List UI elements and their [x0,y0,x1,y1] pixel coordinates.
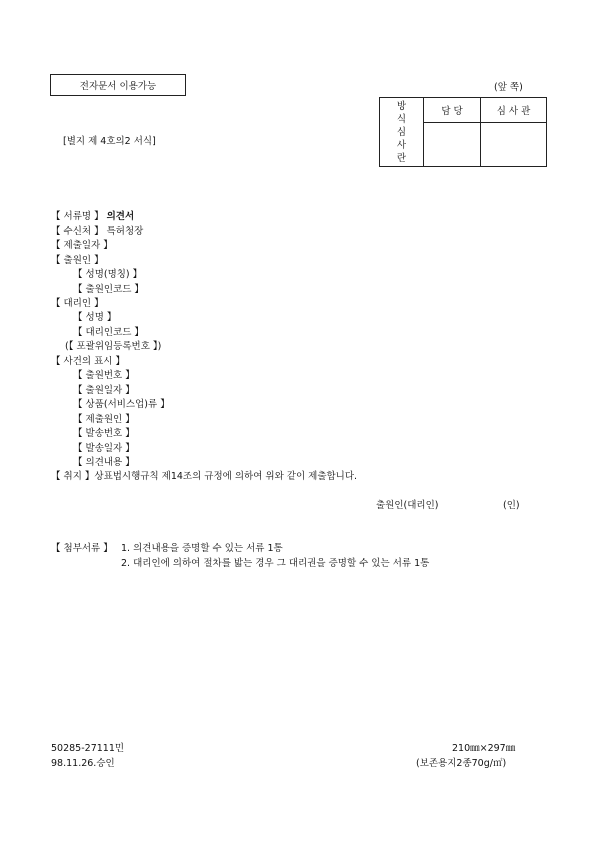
case-send-no-line: 【 발송번호 】 [73,428,135,439]
footer-paper-size: 210㎜×297㎜ [452,743,516,754]
agent-code-line: 【 대리인코드 】 [73,327,144,338]
recipient-line: 【 수신처 】 특허청장 [51,226,144,237]
attachments-label: 【 첨부서류 】 [51,543,113,554]
case-app-date-line: 【 출원일자 】 [73,385,135,396]
electronic-document-box: 전자문서 이용가능 [50,74,186,96]
form-number: [별지 제 4호의2 서식] [63,136,156,147]
doc-name-value: 의견서 [106,211,135,222]
approval-cell-manager [424,123,481,167]
approval-table [379,97,547,167]
approval-cell-examiner [481,123,547,167]
doc-name-line [51,210,134,224]
agent-line: 【 대리인 】 [51,298,104,309]
footer-approval-date: 98.11.26.승인 [51,758,115,769]
approval-col-manager: 담 당 [424,98,481,123]
footer-paper-type: (보존용지2종70g/㎡) [416,758,507,769]
seal-mark: (인) [503,500,520,511]
case-send-date-line: 【 발송일자 】 [73,443,135,454]
case-opinion-line: 【 의견내용 】 [73,457,135,468]
applicant-line: 【 출원인 】 [51,255,104,266]
attachment-item-1: 1. 의견내용을 증명할 수 있는 서류 1통 [121,543,283,554]
agent-name-line: 【 성명 】 [73,312,117,323]
agent-reg-line: (【 포괄위임등록번호 】) [65,341,162,352]
case-line: 【 사건의 표시 】 [51,356,125,367]
applicant-name-line: 【 성명(명칭) 】 [73,269,143,280]
submit-date-line: 【 제출일자 】 [51,240,113,251]
doc-name-label: 【 서류명 】 [51,211,104,222]
footer-form-code: 50285-27111민 [51,743,125,754]
case-goods-line: 【 상품(서비스업)류 】 [73,399,170,410]
attachment-item-2: 2. 대리인에 의하여 절차를 밟는 경우 그 대리권을 증명할 수 있는 서류 1통 [121,558,430,569]
case-app-no-line: 【 출원번호 】 [73,370,135,381]
case-submitter-line: 【 제출원인 】 [73,414,135,425]
approval-side-label: 방 식 심 사 란 [380,98,424,167]
approval-col-examiner: 심 사 관 [481,98,547,123]
applicant-code-line: 【 출원인코드 】 [73,284,144,295]
purpose-line: 【 취지 】상표법시행규칙 제14조의 규정에 의하여 위와 같이 제출합니다. [51,471,358,482]
signature-label: 출원인(대리인) [376,500,439,511]
page-side-label: (앞 쪽) [494,82,523,93]
